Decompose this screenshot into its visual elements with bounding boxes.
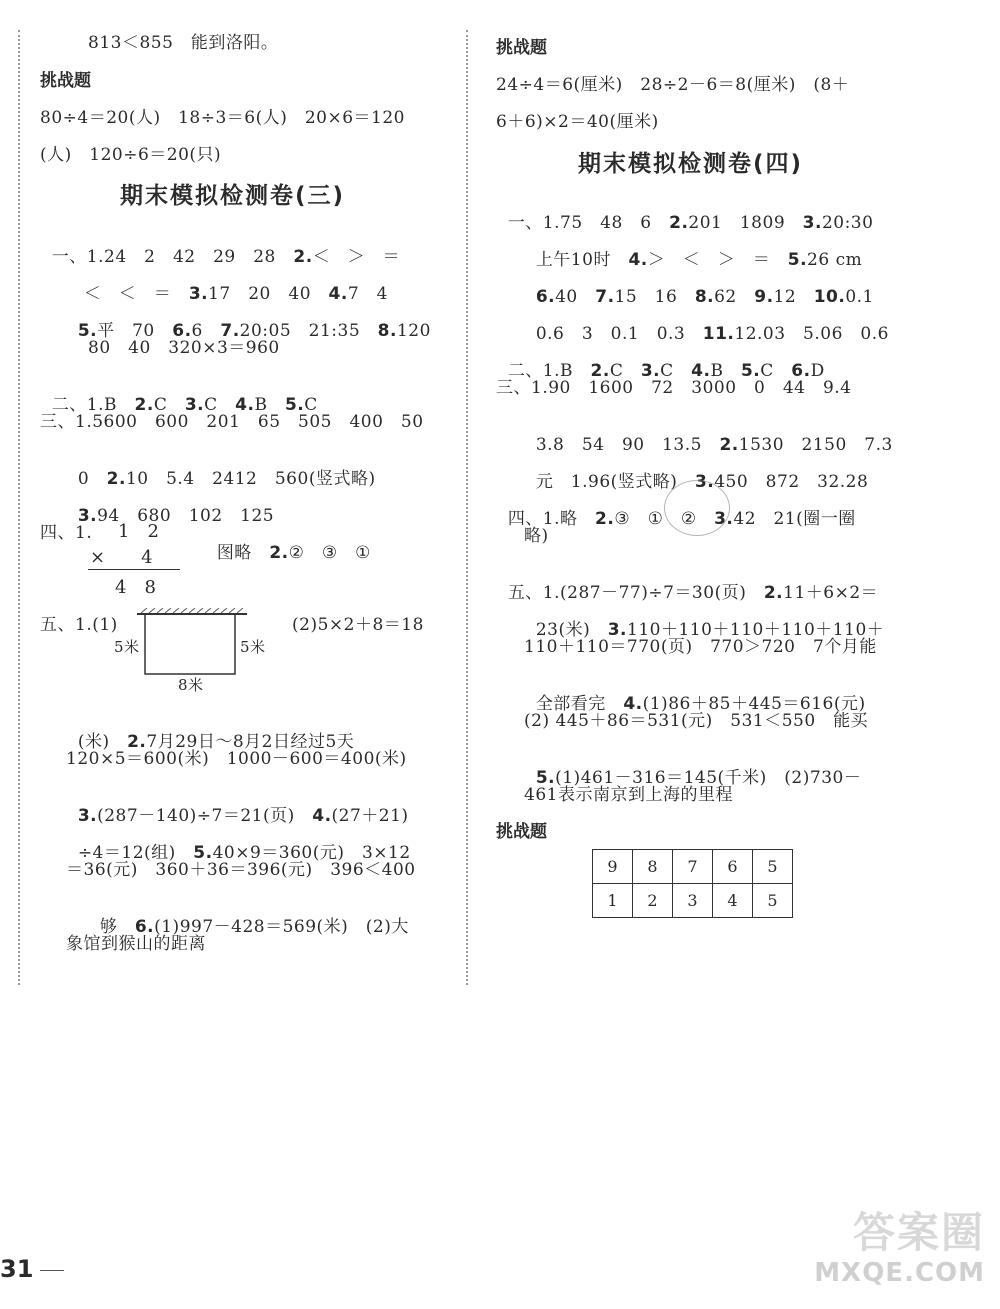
watermark-url: MXQE.COM	[814, 1258, 985, 1288]
text-line: 813＜855 能到洛阳。	[88, 33, 279, 53]
answer-line: 6.40 7.15 16 8.62 9.12 10.0.1	[535, 287, 874, 307]
answer-line: ＜ ＜ ＝ 3.17 20 40 4.7 4	[83, 284, 388, 304]
answer-line: ÷4＝12(组) 5.40×9＝360(元) 3×12	[77, 843, 411, 863]
challenge-heading: 挑战题	[40, 71, 91, 91]
site-watermark	[800, 1200, 995, 1305]
answer-line: 二、1.B 2.C 3.C 4.B 5.C 6.D	[507, 361, 825, 381]
grid-row	[593, 884, 793, 918]
challenge-heading: 挑战题	[496, 822, 547, 842]
answer-line: 上午10时 4.＞ ＜ ＞ ＝ 5.26 cm	[535, 250, 863, 270]
multiplication-result: 4 8	[115, 577, 156, 598]
answer-line: 三、1.5600 600 201 65 505 400 50	[40, 412, 424, 432]
answer-line: 120×5＝600(米) 1000－600＝400(米)	[66, 749, 407, 769]
answer-line: 23(米) 3.110＋110＋110＋110＋110＋	[535, 620, 885, 640]
page-number: 31	[0, 1255, 34, 1283]
left-margin-divider	[18, 30, 20, 985]
grid-cell: 2	[633, 884, 673, 918]
answer-line: 四、1.	[40, 523, 93, 543]
number-grid	[592, 849, 793, 918]
multiplication-middle: × 4	[90, 547, 153, 568]
answer-line: 二、1.B 2.C 3.C 4.B 5.C	[51, 395, 318, 415]
multiplication-rule	[88, 569, 180, 570]
grid-cell: 5	[753, 884, 793, 918]
answer-line: (2) 445＋86＝531(元) 531＜550 能买	[524, 711, 869, 731]
answer-line: 象馆到猴山的距离	[66, 934, 206, 954]
answer-line: 元 1.96(竖式略) 3.450 872 32.28	[535, 472, 869, 492]
answer-line: 5.(1)461－316＝145(千米) (2)730－	[535, 768, 862, 788]
answer-line: ＝36(元) 360＋36＝396(元) 396＜400	[66, 860, 416, 880]
answer-line: 五、1.(287－77)÷7＝30(页) 2.11＋6×2＝	[507, 583, 879, 603]
watermark-logo-text: 答案圈	[852, 1208, 985, 1257]
answer-line: 80 40 320×3＝960	[88, 338, 280, 358]
answer-line: 0 2.10 5.4 2412 560(竖式略)	[77, 469, 376, 489]
answer-line: 图略 2.② ③ ①	[216, 543, 371, 563]
grid-cell: 8	[633, 850, 673, 884]
answer-line: (2)5×2＋8＝18	[292, 615, 424, 635]
answer-line: 3.(287－140)÷7＝21(页) 4.(27＋21)	[77, 806, 409, 826]
answer-line: 五、1.(1)	[40, 615, 118, 635]
answer-line: 够 6.(1)997－428＝569(米) (2)大	[99, 917, 409, 937]
dimension-label: 5米	[114, 638, 140, 656]
answer-line: 三、1.90 1600 72 3000 0 44 9.4	[496, 378, 852, 398]
answer-line: (米) 2.7月29日～8月2日经过5天	[77, 732, 355, 752]
fence-rectangle-diagram	[135, 608, 250, 678]
grid-cell: 4	[713, 884, 753, 918]
text-line: (人) 120÷6＝20(只)	[40, 145, 222, 165]
answer-line: 5.平 70 6.6 7.20:05 21:35 8.120	[77, 321, 431, 341]
answer-line: 3.8 54 90 13.5 2.1530 2150 7.3	[535, 435, 893, 455]
text-line: 80÷4＝20(人) 18÷3＝6(人) 20×6＝120	[40, 108, 406, 128]
answer-line: 全部看完 4.(1)86＋85＋445＝616(元)	[535, 694, 866, 714]
text-line: 6＋6)×2＝40(厘米)	[496, 112, 659, 132]
answer-line: 略)	[524, 526, 549, 546]
grid-cell: 7	[673, 850, 713, 884]
dimension-label: 5米	[240, 638, 266, 656]
answer-line: 461表示南京到上海的里程	[524, 785, 733, 805]
column-divider	[466, 30, 468, 985]
answer-line: 110＋110＝770(页) 770＞720 7个月能	[524, 637, 877, 657]
answer-line: 一、1.75 48 6 2.201 1809 3.20:30	[507, 213, 874, 233]
page-number-dash	[40, 1270, 64, 1271]
grid-cell: 5	[753, 850, 793, 884]
answer-line: 0.6 3 0.1 0.3 11.12.03 5.06 0.6	[535, 324, 889, 344]
multiplication-top: 1 2	[118, 521, 159, 542]
section-title: 期末模拟检测卷(三)	[120, 183, 346, 209]
answer-line: 3.94 680 102 125	[77, 506, 275, 526]
grid-cell: 1	[593, 884, 633, 918]
challenge-heading: 挑战题	[496, 38, 547, 58]
section-title: 期末模拟检测卷(四)	[578, 151, 804, 177]
dimension-label: 8米	[178, 676, 204, 694]
grid-cell: 3	[673, 884, 713, 918]
grid-cell: 6	[713, 850, 753, 884]
grid-cell: 9	[593, 850, 633, 884]
answer-line: 四、1.略 2.③ ① ② 3.42 21(圈一圈	[507, 509, 856, 529]
answer-line: 一、1.24 2 42 29 28 2.＜ ＞ ＝	[51, 247, 401, 267]
text-line: 24÷4＝6(厘米) 28÷2－6＝8(厘米) (8＋	[496, 75, 850, 95]
grid-row	[593, 850, 793, 884]
